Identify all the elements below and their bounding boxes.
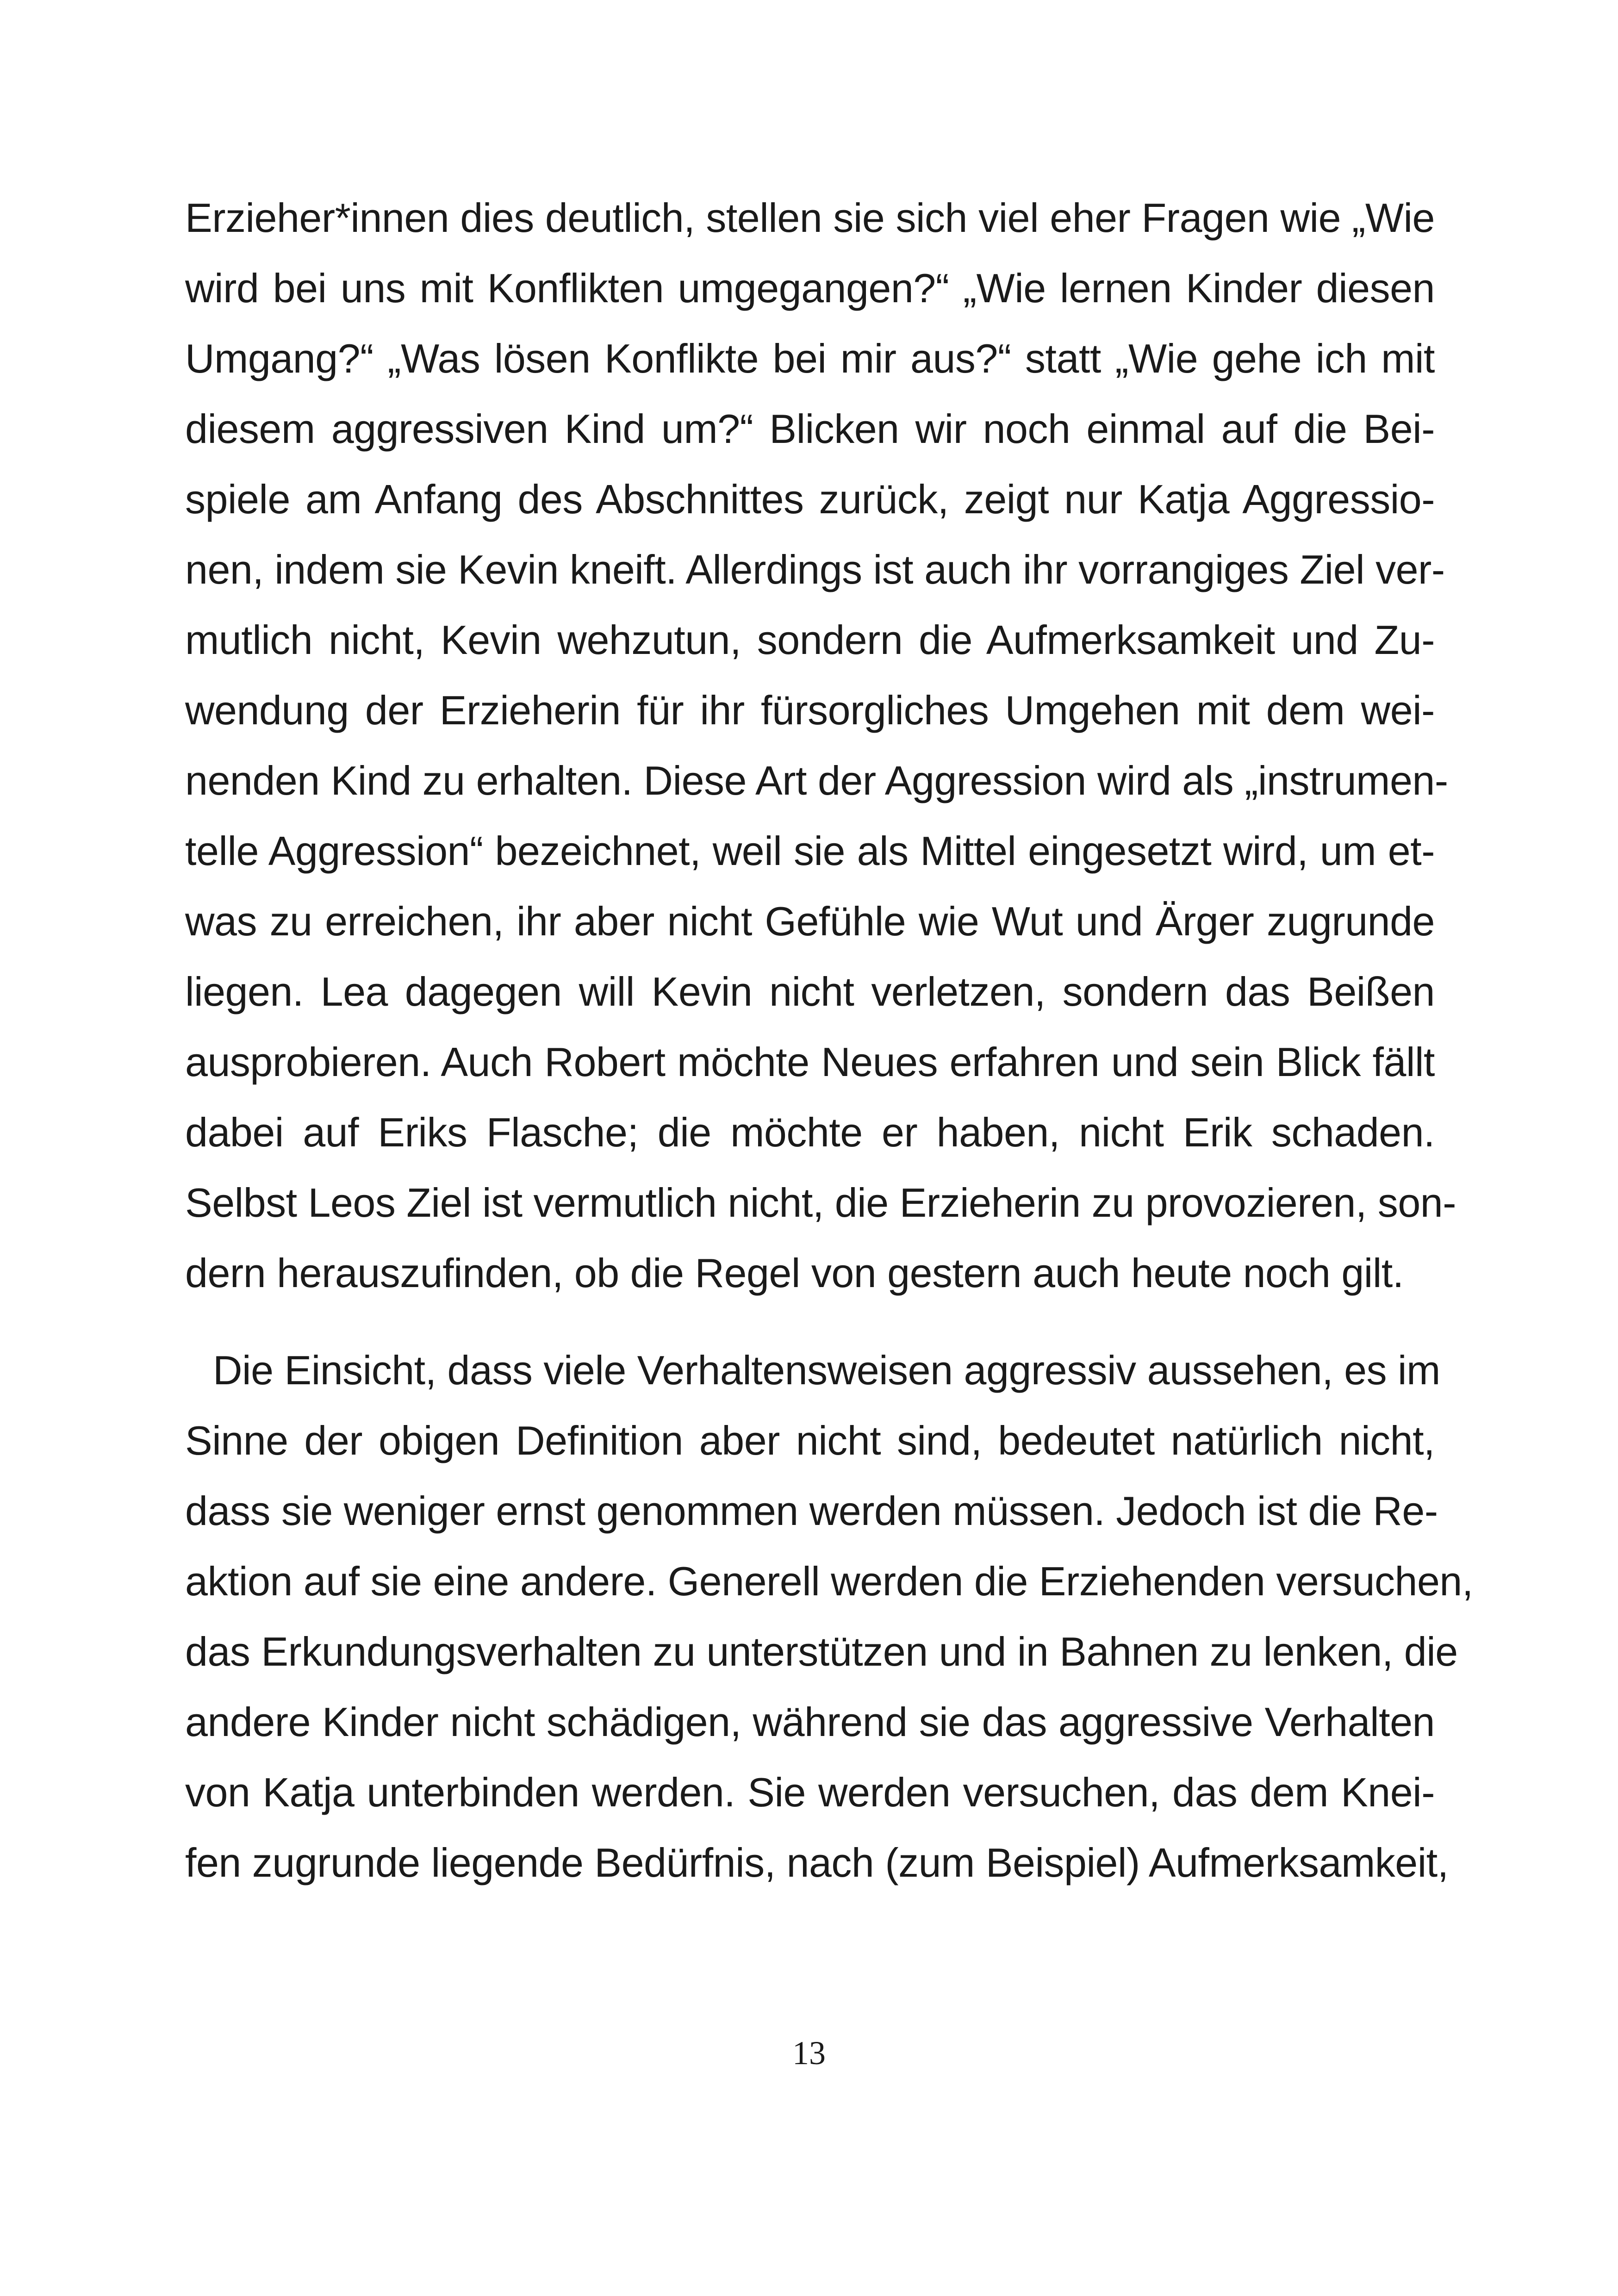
text-line: Umgang?“ „Was lösen Konflikte bei mir aus?“ statt „Wie gehe ich mit [185, 336, 1435, 381]
text-line: das Erkundungsverhalten zu unterstützen und in Bahnen zu lenken, die [185, 1629, 1458, 1674]
text-line: nenden Kind zu erhalten. Diese Art der Aggression wird als „instrumen- [185, 758, 1448, 803]
text-line: ausprobieren. Auch Robert möchte Neues erfahren und sein Blick fällt [185, 1039, 1435, 1085]
text-line: dass sie weniger ernst genommen werden müssen. Jedoch ist die Re- [185, 1488, 1438, 1534]
page-number: 13 [792, 2035, 826, 2072]
text-line: Selbst Leos Ziel ist vermutlich nicht, die Erzieherin zu provozieren, son- [185, 1180, 1456, 1226]
text-line: Sinne der obigen Definition aber nicht sind, bedeutet natürlich nicht, [185, 1418, 1435, 1463]
text-line: dern herauszufinden, ob die Regel von gestern auch heute noch gilt. [185, 1250, 1404, 1296]
text-line: wendung der Erzieherin für ihr fürsorgliches Umgehen mit dem wei- [185, 687, 1435, 733]
text-line: fen zugrunde liegende Bedürfnis, nach (zum Beispiel) Aufmerksamkeit, [185, 1840, 1449, 1885]
text-line: aktion auf sie eine andere. Generell werden die Erziehenden versuchen, [185, 1558, 1473, 1604]
text-line: Die Einsicht, dass viele Verhaltensweisen aggressiv aussehen, es im [213, 1347, 1440, 1393]
text-line: wird bei uns mit Konflikten umgegangen?“ „Wie lernen Kinder diesen [185, 265, 1435, 311]
body-text [185, 183, 1473, 1898]
text-line: Erzieher*innen dies deutlich, stellen sie sich viel eher Fragen wie „Wie [185, 195, 1435, 241]
text-line: von Katja unterbinden werden. Sie werden versuchen, das dem Knei- [185, 1769, 1435, 1815]
paragraph-1 [185, 183, 1456, 1308]
text-line: telle Aggression“ bezeichnet, weil sie als Mittel eingesetzt wird, um et- [185, 828, 1435, 874]
text-line: diesem aggressiven Kind um?“ Blicken wir noch einmal auf die Bei- [185, 406, 1435, 452]
paragraph-2 [185, 1335, 1473, 1898]
text-line: andere Kinder nicht schädigen, während sie das aggressive Verhalten [185, 1699, 1435, 1745]
text-line: mutlich nicht, Kevin wehzutun, sondern die Aufmerksamkeit und Zu- [185, 617, 1435, 663]
text-line: was zu erreichen, ihr aber nicht Gefühle wie Wut und Ärger zugrunde [185, 898, 1435, 944]
text-line: dabei auf Eriks Flasche; die möchte er haben, nicht Erik schaden. [185, 1109, 1435, 1155]
text-line: liegen. Lea dagegen will Kevin nicht verletzen, sondern das Beißen [185, 969, 1435, 1014]
paragraph-gap [185, 1308, 1435, 1335]
text-line: spiele am Anfang des Abschnittes zurück, zeigt nur Katja Aggressio- [185, 476, 1435, 522]
text-line: nen, indem sie Kevin kneift. Allerdings ist auch ihr vorrangiges Ziel ver- [185, 547, 1445, 592]
